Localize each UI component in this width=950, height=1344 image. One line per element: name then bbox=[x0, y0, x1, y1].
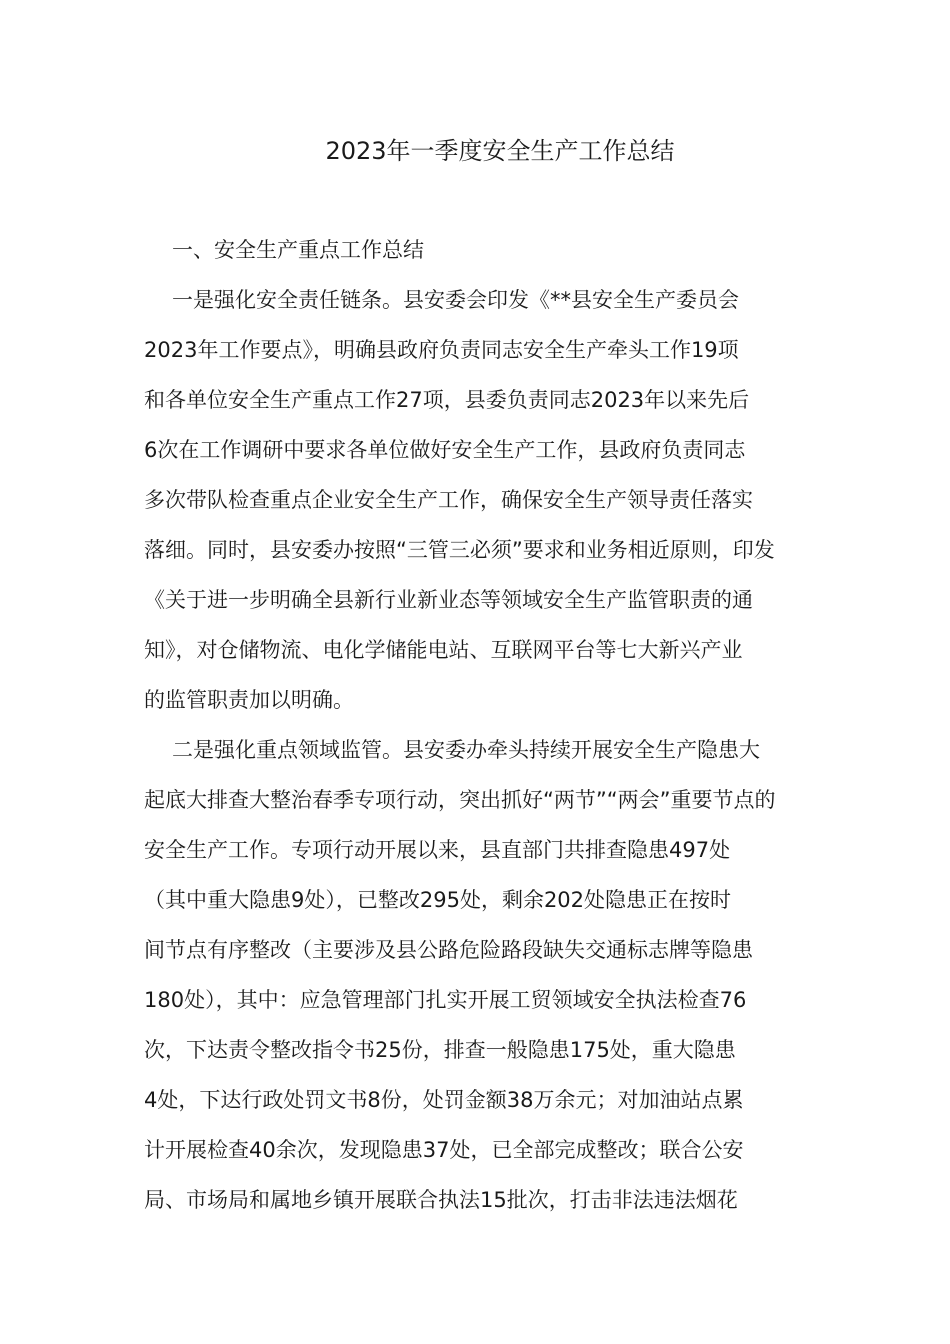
document-title: 2023年一季度安全生产工作总结 bbox=[325, 137, 675, 165]
paragraph-line: 一是强化安全责任链条。县安委会印发《**县安全生产委员会 bbox=[172, 288, 739, 312]
paragraph-line: 6次在工作调研中要求各单位做好安全生产工作，县政府负责同志 bbox=[144, 438, 746, 462]
paragraph-line: 180处），其中：应急管理部门扎实开展工贸领域安全执法检查76 bbox=[144, 988, 747, 1012]
paragraph-line: 多次带队检查重点企业安全生产工作，确保安全生产领导责任落实 bbox=[144, 488, 753, 512]
paragraph-responsibility bbox=[144, 283, 808, 733]
paragraph-line: 二是强化重点领域监管。县安委办牵头持续开展安全生产隐患大 bbox=[172, 738, 760, 762]
paragraph-line: （其中重大隐患9处），已整改295处，剩余202处隐患正在按时 bbox=[144, 888, 732, 912]
paragraph-line: 的监管职责加以明确。 bbox=[144, 688, 354, 712]
paragraph-line: 《关于进一步明确全县新行业新业态等领域安全生产监管职责的通 bbox=[144, 588, 753, 612]
paragraph-line: 起底大排查大整治春季专项行动，突出抓好“两节”“两会”重要节点的 bbox=[144, 788, 776, 812]
section-heading: 一、安全生产重点工作总结 bbox=[172, 238, 424, 262]
paragraph-line: 知》，对仓储物流、电化学储能电站、互联网平台等七大新兴产业 bbox=[144, 638, 743, 662]
paragraph-line: 4处，下达行政处罚文书8份，处罚金额38万余元；对加油站点累 bbox=[144, 1088, 744, 1112]
paragraph-line: 计开展检查40余次，发现隐患37处，已全部完成整改；联合公安 bbox=[144, 1138, 744, 1162]
paragraph-line: 安全生产工作。专项行动开展以来，县直部门共排查隐患497处 bbox=[144, 838, 731, 862]
paragraph-line: 次，下达责令整改指令书25份，排查一般隐患175处，重大隐患 bbox=[144, 1038, 736, 1062]
paragraph-line: 落细。同时，县安委办按照“三管三必须”要求和业务相近原则，印发 bbox=[144, 538, 775, 562]
paragraph-line: 2023年工作要点》，明确县政府负责同志安全生产牵头工作19项 bbox=[144, 338, 739, 362]
paragraph-line: 局、市场局和属地乡镇开展联合执法15批次，打击非法违法烟花 bbox=[144, 1188, 738, 1212]
paragraph-line: 间节点有序整改（主要涉及县公路危险路段缺失交通标志牌等隐患 bbox=[144, 938, 753, 962]
paragraph-line: 和各单位安全生产重点工作27项，县委负责同志2023年以来先后 bbox=[144, 388, 750, 412]
document-body bbox=[144, 283, 808, 1233]
paragraph-supervision bbox=[144, 733, 808, 1233]
